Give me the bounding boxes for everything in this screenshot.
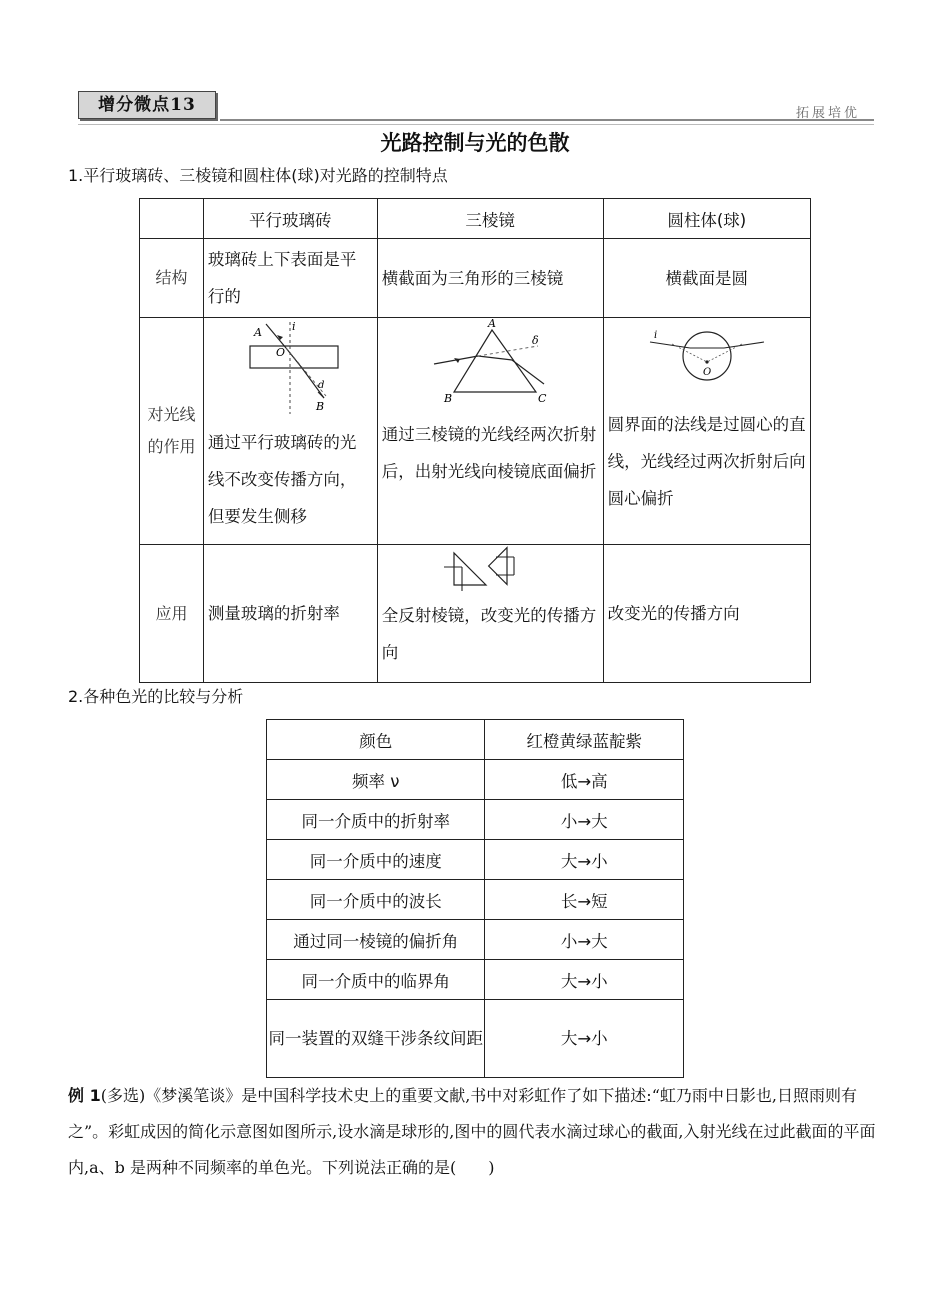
example-lead: 例 1: [68, 1086, 101, 1105]
text-structure-prism: 横截面为三角形的三棱镜: [381, 268, 564, 288]
table-row: [267, 840, 684, 880]
row-label: 同一装置的双缝干涉条纹间距: [267, 1000, 485, 1078]
row-value: 大→小: [485, 1000, 684, 1078]
row-value: 长→短: [485, 880, 684, 920]
row-label: 同一介质中的折射率: [267, 800, 485, 840]
header-cell-empty: [140, 199, 204, 239]
page-title: 光路控制与光的色散: [380, 130, 570, 155]
label-i: i: [292, 320, 296, 333]
prism-diagram: [420, 318, 560, 404]
row-value: 大→小: [485, 840, 684, 880]
optics-control-table: [139, 198, 811, 683]
cell-structure-glass: [203, 239, 377, 318]
text-application-prism: 全反射棱镜，改变光的传播方向: [381, 606, 597, 662]
label-circle-O: O: [702, 367, 711, 378]
row-label-effect: 对光线的作用: [140, 318, 204, 545]
header-cell-prism: 三棱镜: [377, 199, 603, 239]
label-O: O: [276, 346, 286, 359]
text-structure-cylinder: 横截面是圆: [665, 268, 749, 288]
table-row-effect: [140, 318, 811, 545]
table-row: [267, 920, 684, 960]
label-B: B: [316, 400, 325, 413]
header-cell-glass: 平行玻璃砖: [203, 199, 377, 239]
text-structure-glass: 玻璃砖上下表面是平行的: [207, 250, 357, 306]
label-delta: δ: [532, 334, 539, 347]
cell-application-glass: [203, 545, 377, 683]
label-prism-A: A: [488, 318, 497, 330]
header-cell-color: 颜色: [267, 720, 485, 760]
table-row: [267, 800, 684, 840]
row-label: 通过同一棱镜的偏折角: [267, 920, 485, 960]
table-row: [267, 760, 684, 800]
table-row: [267, 880, 684, 920]
text-application-glass: 测量玻璃的折射率: [207, 604, 340, 623]
label-A: A: [254, 326, 263, 339]
cell-effect-cylinder: [603, 318, 810, 545]
total-reflection-prism-diagram: [440, 545, 540, 593]
color-light-table: [266, 719, 684, 1078]
corner-label: 拓展培优: [795, 106, 860, 121]
table-header-row: [140, 199, 811, 239]
section1-heading: 1.平行玻璃砖、三棱镜和圆柱体(球)对光路的控制特点: [68, 166, 448, 185]
cell-application-cylinder: [603, 545, 810, 683]
table-header-row: [267, 720, 684, 760]
cell-effect-glass: [203, 318, 377, 545]
label-prism-C: C: [538, 392, 547, 404]
section-badge: 增分微点13: [78, 91, 216, 119]
section2-heading: 2.各种色光的比较与分析: [68, 687, 244, 706]
circle-diagram: [642, 318, 772, 388]
cell-effect-prism: [377, 318, 603, 545]
text-application-cylinder: 改变光的传播方向: [607, 604, 740, 623]
label-d: d: [318, 380, 325, 391]
row-value: 大→小: [485, 960, 684, 1000]
example-tag: (多选): [100, 1086, 146, 1105]
label-prism-B: B: [444, 392, 453, 404]
row-label-application: 应用: [140, 545, 204, 683]
example-question: [68, 1078, 880, 1186]
header-rule: [220, 119, 874, 121]
table-row-structure: [140, 239, 811, 318]
table-row-application: [140, 545, 811, 683]
header-cell-cylinder: 圆柱体(球): [603, 199, 810, 239]
table-row: [267, 960, 684, 1000]
text-effect-glass: 通过平行玻璃砖的光线不改变传播方向，但要发生侧移: [207, 433, 357, 526]
row-label: 同一介质中的速度: [267, 840, 485, 880]
row-label-structure: 结构: [140, 239, 204, 318]
row-label: 同一介质中的临界角: [267, 960, 485, 1000]
header-rule-thin: [78, 124, 874, 125]
row-label: 同一介质中的波长: [267, 880, 485, 920]
example-text: 《梦溪笔谈》是中国科学技术史上的重要文献,书中对彩虹作了如下描述:“虹乃雨中日影也,日照雨则有之”。彩虹成因的简化示意图如图所示,设水滴是球形的,图中的圆代表水滴过球心的截面,入射光线在过此截面的平面内,a、b 是两种不同频率的单色光。下列说法正确的是( ): [68, 1086, 876, 1177]
text-effect-prism: 通过三棱镜的光线经两次折射后，出射光线向棱镜底面偏折: [381, 425, 597, 481]
row-label: 频率 ν: [267, 760, 485, 800]
cell-structure-cylinder: [603, 239, 810, 318]
row-value: 小→大: [485, 800, 684, 840]
label-circle-i: i: [653, 330, 657, 341]
cell-structure-prism: [377, 239, 603, 318]
row-value: 小→大: [485, 920, 684, 960]
table-row: [267, 1000, 684, 1078]
row-value: 低→高: [485, 760, 684, 800]
text-effect-cylinder: 圆界面的法线是过圆心的直线，光线经过两次折射后向圆心偏折: [607, 415, 806, 508]
header-cell-spectrum: 红橙黄绿蓝靛紫: [485, 720, 684, 760]
cell-application-prism: [377, 545, 603, 683]
parallel-glass-diagram: [230, 318, 350, 418]
